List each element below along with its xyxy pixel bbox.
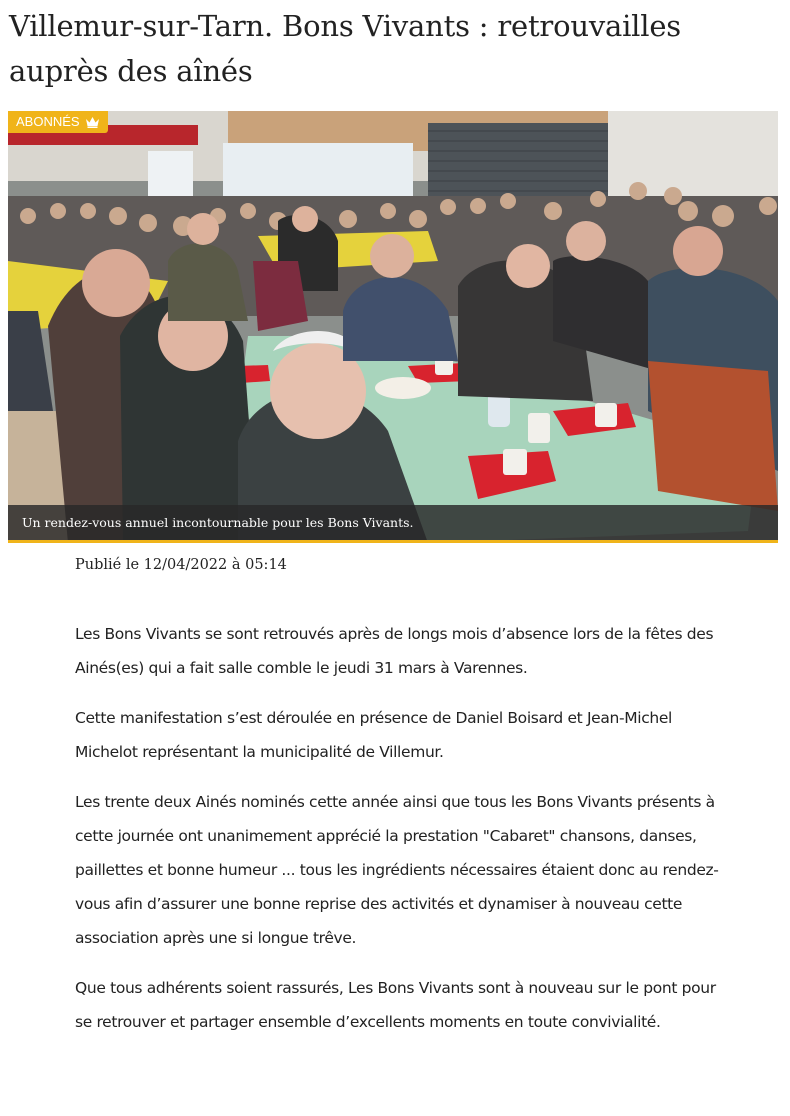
article-title: Villemur-sur-Tarn. Bons Vivants : retrouvailles auprès des aînés [9,9,681,88]
article-paragraph: Les trente deux Ainés nominés cette année ainsi que tous les Bons Vivants présents à cette journée ont unanimement apprécié la prestation "Cabaret" chansons, danses, paillettes et bonne humeur ... tous les ingrédients nécessaires étaient donc au rendez-vous afin d’assurer une bonne reprise des activités et dynamiser à nouveau cette association après une si longue trêve. [75,793,719,947]
subscribers-badge [8,111,108,133]
article-photo[interactable] [8,111,778,543]
publish-date: Publié le 12/04/2022 à 05:14 [75,557,287,573]
article-paragraph: Les Bons Vivants se sont retrouvés après de longs mois d’absence lors de la fêtes des Ainés(es) qui a fait salle comble le jeudi 31 mars à Varennes. [75,625,714,677]
photo-accent-line [8,540,778,543]
article-paragraph: Que tous adhérents soient rassurés, Les Bons Vivants sont à nouveau sur le pont pour se retrouver et partager ensemble d’excellents moments en toute convivialité. [75,979,716,1031]
photo-banquet-hall [8,111,778,543]
badge-label: ABONNÉS [16,114,80,129]
article-body [75,617,725,1055]
photo-caption: Un rendez-vous annuel incontournable pour les Bons Vivants. [22,515,414,530]
photo-caption-bar [8,505,778,540]
crown-icon [85,116,100,128]
article-paragraph: Cette manifestation s’est déroulée en présence de Daniel Boisard et Jean-Michel Michelot représentant la municipalité de Villemur. [75,709,672,761]
